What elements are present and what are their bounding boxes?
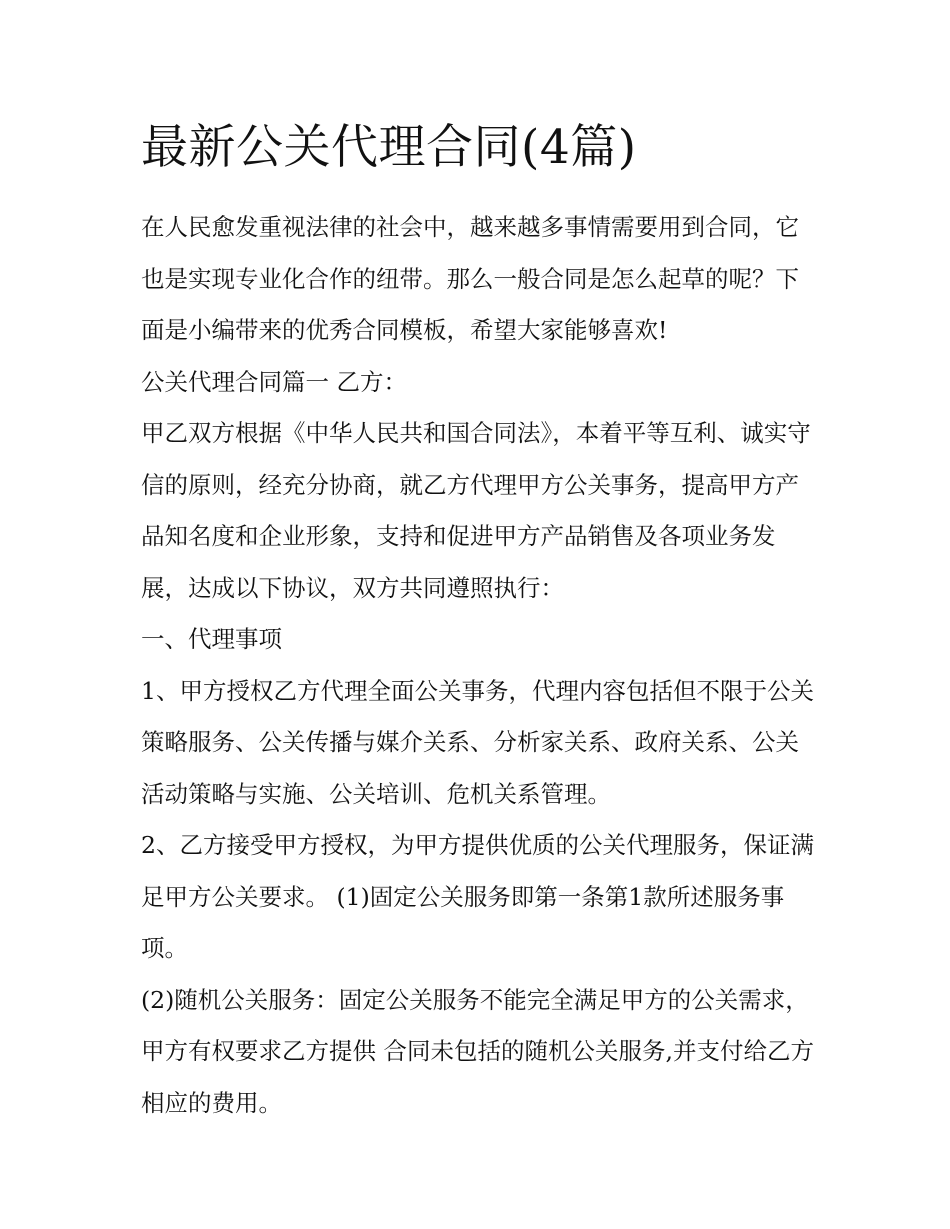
paragraph-contract-heading: 公关代理合同篇一 乙方： (141, 367, 407, 396)
document-body (141, 202, 821, 1129)
clause-2: 2、乙方接受甲方授权，为甲方提供优质的公关代理服务，保证满足甲方公关要求。 (1)固定公关服务即第一条第1款所述服务事项。 (141, 831, 814, 962)
clause-1: 1、甲方授权乙方代理全面公关事务，代理内容包括但不限于公关策略服务、公关传播与媒介关系、分析家关系、政府关系、公关活动策略与实施、公关培训、危机关系管理。 (141, 676, 814, 808)
clause-2-sub-2: (2)随机公关服务：固定公关服务不能完全满足甲方的公关需求，甲方有权要求乙方提供 合同未包括的随机公关服务,并支付给乙方相应的费用。 (141, 985, 814, 1117)
document-title: 最新公关代理合同(4篇) (141, 120, 637, 175)
section-heading-agency-matters: 一、代理事项 (141, 625, 282, 653)
document-content (141, 112, 821, 1129)
paragraph-preamble: 甲乙双方根据《中华人民共和国合同法》，本着平等互利、诚实守信的原则，经充分协商，就乙方代理甲方公关事务，提高甲方产品知名度和企业形象，支持和促进甲方产品销售及各项业务发展，达成以下协议，双方共同遵照执行： (141, 419, 811, 602)
paragraph-intro: 在人民愈发重视法律的社会中，越来越多事情需要用到合同，它也是实现专业化合作的纽带。那么一般合同是怎么起草的呢？下面是小编带来的优秀合同模板，希望大家能够喜欢! (141, 213, 799, 344)
